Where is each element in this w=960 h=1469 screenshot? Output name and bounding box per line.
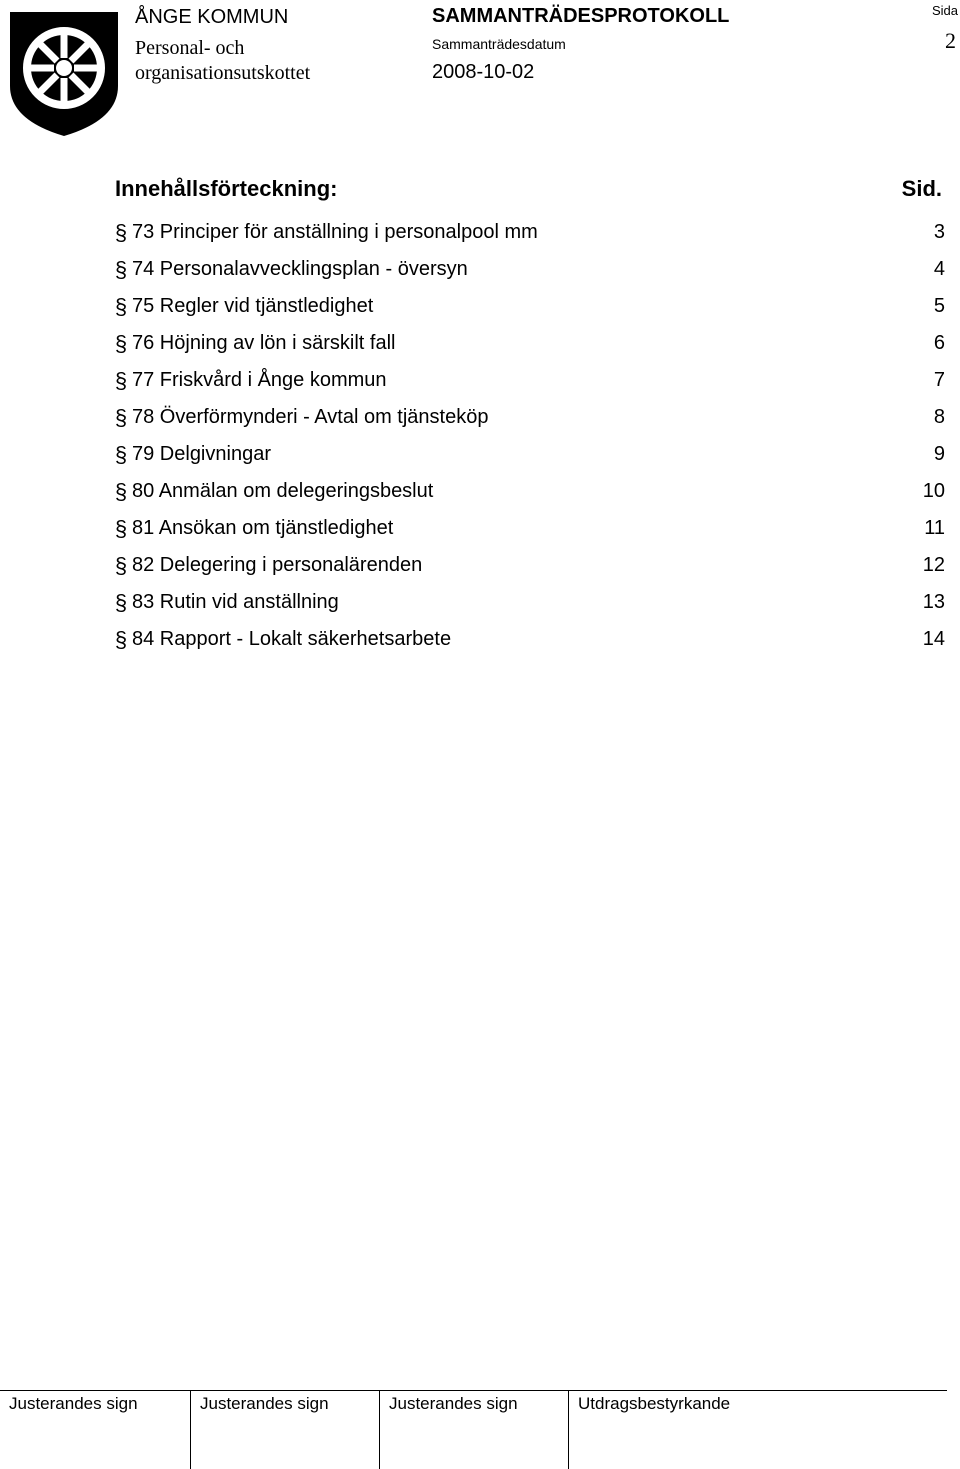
toc-list [110,214,945,658]
signature-box-label: Justerandes sign [200,1394,329,1413]
committee-name-line-1: Personal- och [135,37,245,59]
toc-page-column-label: Sid. [901,176,942,201]
toc-item-page: 8 [933,406,945,428]
toc-heading: Innehållsförteckning: [115,176,338,201]
toc-item-page: 12 [922,554,945,576]
page-number: 2 [945,28,956,53]
toc-item-title: 77 Friskvård i Ånge kommun [132,369,387,391]
page-label: Sida [931,3,958,18]
toc-item-title: 84 Rapport - Lokalt säkerhetsarbete [132,628,452,650]
toc-item[interactable] [110,399,945,436]
section-sign-icon: § [114,293,128,319]
toc-item-title: 74 Personalavvecklingsplan - översyn [132,258,468,280]
signature-box-label: Justerandes sign [389,1394,518,1413]
toc-item[interactable] [110,584,945,621]
toc-item[interactable] [110,325,945,362]
meeting-date-label: Sammanträdesdatum [432,36,566,52]
signature-box-2 [190,1390,379,1469]
meeting-date-value: 2008-10-02 [432,61,535,83]
toc-item-title: 76 Höjning av lön i särskilt fall [132,332,396,354]
section-sign-icon: § [114,219,128,245]
document-title: SAMMANTRÄDESPROTOKOLL [432,5,730,27]
section-sign-icon: § [114,330,128,356]
toc-item-page: 13 [922,591,945,613]
toc-item-title: 79 Delgivningar [132,443,271,465]
municipality-logo-icon [8,8,120,138]
committee-name-line-2: organisationsutskottet [135,62,311,84]
toc-item-page: 3 [933,221,945,243]
toc-item[interactable] [110,251,945,288]
toc-item-page: 6 [933,332,945,354]
toc-item[interactable] [110,547,945,584]
toc-item[interactable] [110,621,945,658]
signature-box-1 [0,1390,190,1469]
toc-item[interactable] [110,288,945,325]
section-sign-icon: § [114,256,128,282]
toc-item-title: 75 Regler vid tjänstledighet [132,295,374,317]
footer-signature-row [0,1390,947,1469]
section-sign-icon: § [114,478,128,504]
toc-item-title: 73 Principer för anställning i personalpool mm [132,221,538,243]
toc-item[interactable] [110,510,945,547]
signature-box-label: Justerandes sign [9,1394,138,1413]
toc-item-title: 82 Delegering i personalärenden [132,554,423,576]
certification-box-label: Utdragsbestyrkande [578,1394,731,1413]
toc-item[interactable] [110,362,945,399]
toc-item-page: 7 [933,369,945,391]
toc-item-page: 4 [933,258,945,280]
section-sign-icon: § [114,441,128,467]
toc-item[interactable] [110,473,945,510]
toc-item-page: 5 [933,295,945,317]
toc-item-page: 11 [924,517,945,539]
toc-item-title: 81 Ansökan om tjänstledighet [132,517,394,539]
toc-item-page: 14 [922,628,945,650]
toc-item-title: 80 Anmälan om delegeringsbeslut [132,480,434,502]
organization-name: ÅNGE KOMMUN [135,6,289,28]
section-sign-icon: § [114,367,128,393]
toc-item-page: 9 [933,443,945,465]
toc-item[interactable] [110,214,945,251]
toc-item-title: 78 Överförmynderi - Avtal om tjänsteköp [132,406,489,428]
section-sign-icon: § [114,552,128,578]
signature-box-3 [379,1390,568,1469]
section-sign-icon: § [114,404,128,430]
section-sign-icon: § [114,515,128,541]
certification-box [568,1390,947,1469]
toc-item-page: 10 [922,480,945,502]
section-sign-icon: § [114,626,128,652]
toc-item-title: 83 Rutin vid anställning [132,591,339,613]
toc-item[interactable] [110,436,945,473]
section-sign-icon: § [114,589,128,615]
